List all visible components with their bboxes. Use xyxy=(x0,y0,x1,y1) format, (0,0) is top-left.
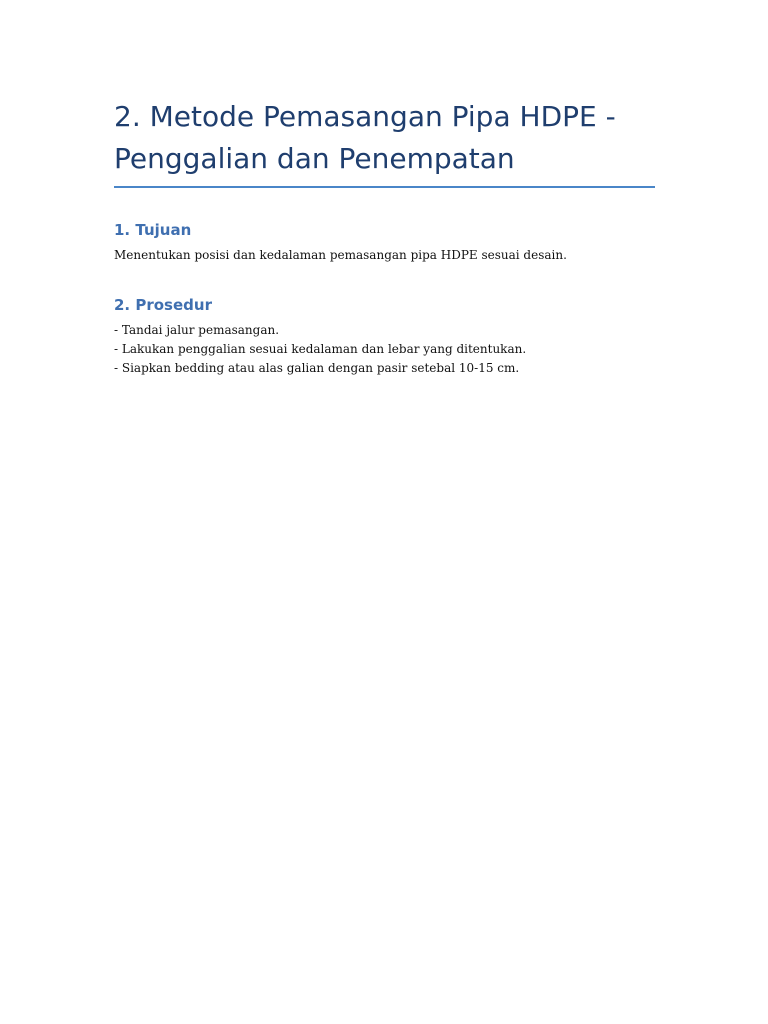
section-heading-prosedur: 2. Prosedur xyxy=(114,296,212,314)
list-item: - Tandai jalur pemasangan. xyxy=(114,323,280,337)
tujuan-paragraph: Menentukan posisi dan kedalaman pemasangan pipa HDPE sesuai desain. xyxy=(114,248,567,262)
list-item: - Siapkan bedding atau alas galian dengan pasir setebal 10-15 cm. xyxy=(114,361,520,375)
section-heading-tujuan: 1. Tujuan xyxy=(114,221,192,239)
document-title: 2. Metode Pemasangan Pipa HDPE - Penggalian dan Penempatan xyxy=(114,96,655,188)
document-content xyxy=(114,96,655,378)
prosedur-list xyxy=(114,321,655,378)
list-item: - Lakukan penggalian sesuai kedalaman dan lebar yang ditentukan. xyxy=(114,342,527,356)
